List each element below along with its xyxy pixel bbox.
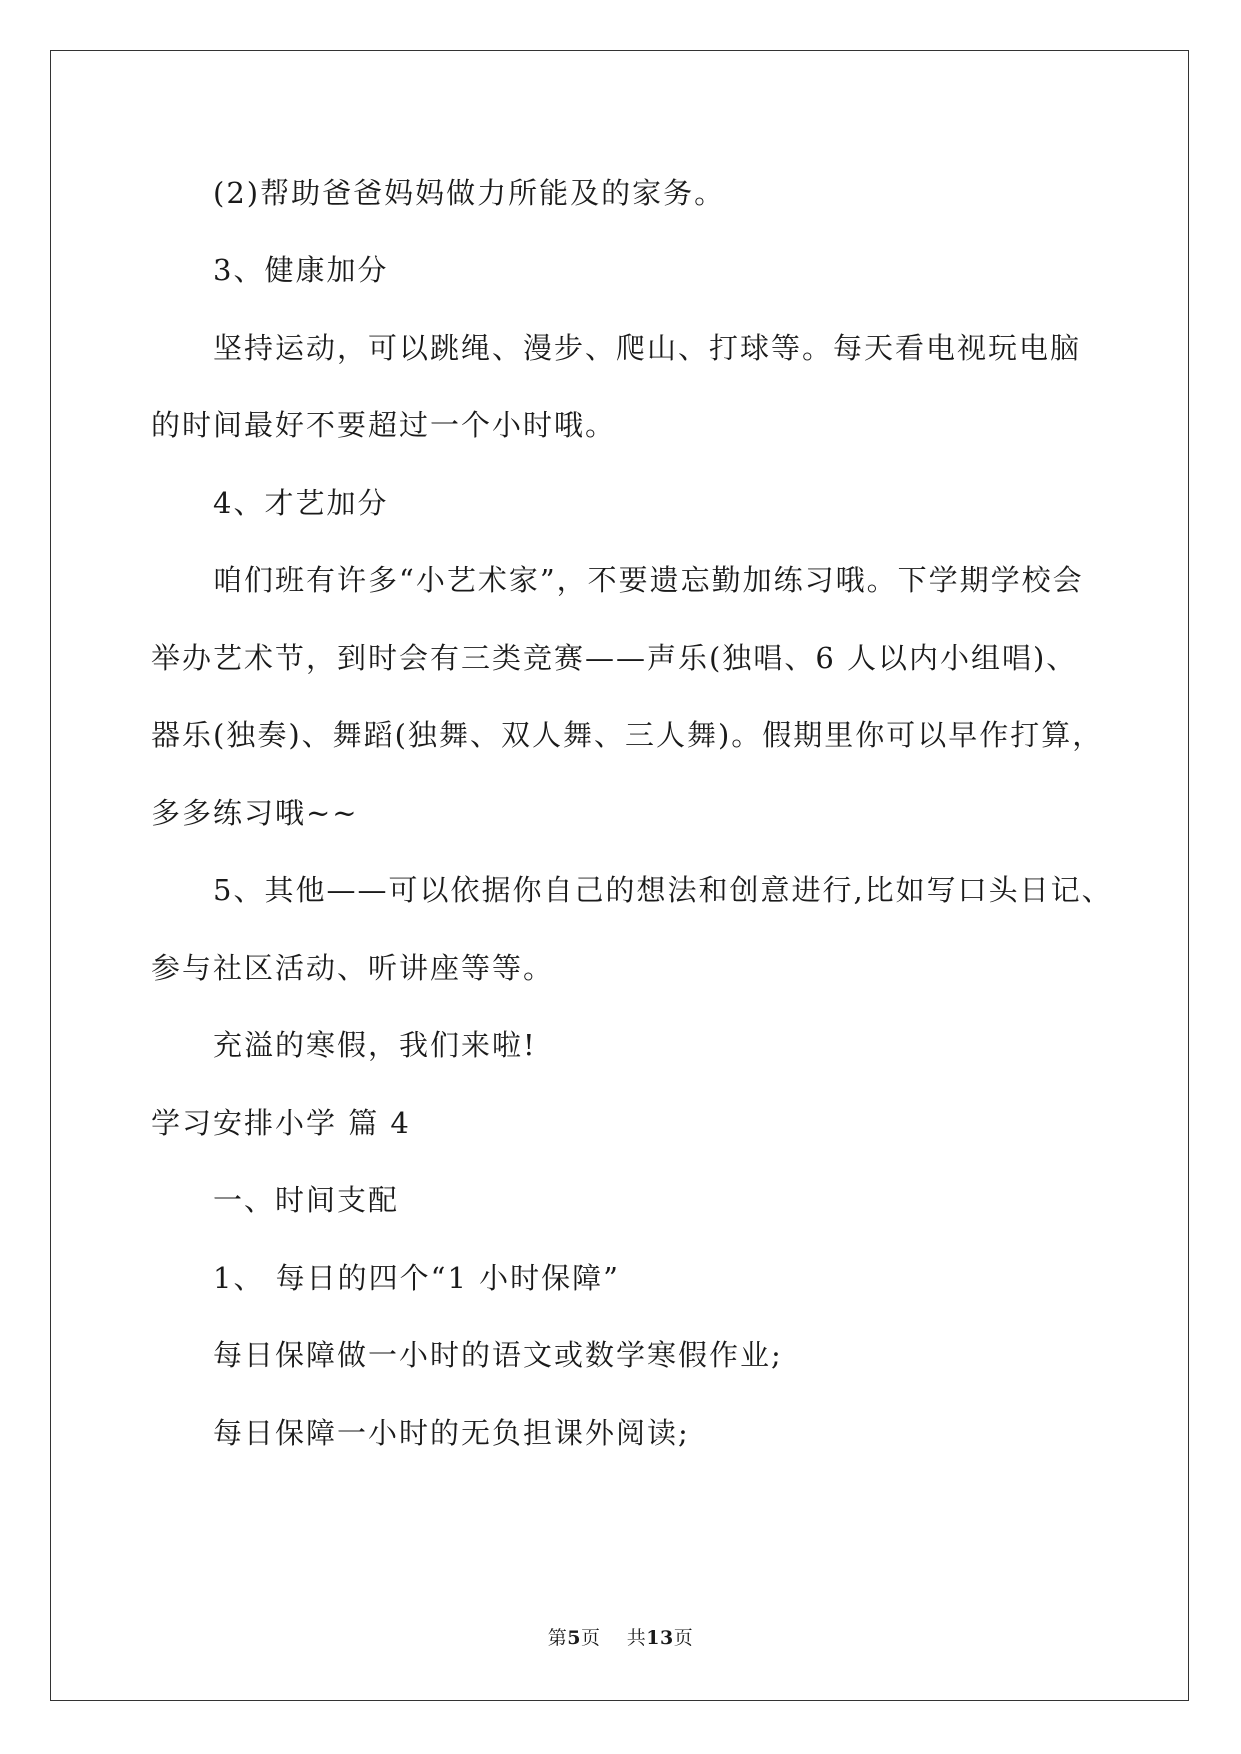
text-line: 每日保障一小时的无负担课外阅读; [213, 1416, 690, 1450]
text-line: (2)帮助爸爸妈妈做力所能及的家务。 [213, 176, 726, 210]
text-line: 5、其他——可以依据你自己的想法和创意进行,比如写口头日记、 [213, 873, 1113, 907]
page-total-count: 13 [646, 1627, 674, 1649]
text-line: 咱们班有许多“小艺术家”，不要遗忘勤加练习哦。下学期学校会 [213, 563, 1084, 597]
text-line: 每日保障做一小时的语文或数学寒假作业; [213, 1338, 783, 1372]
text-line: 坚持运动，可以跳绳、漫步、爬山、打球等。每天看电视玩电脑 [213, 331, 1082, 365]
page-number-suffix: 页 [581, 1627, 601, 1649]
text-line: 的时间最好不要超过一个小时哦。 [151, 408, 617, 442]
section-heading: 4、才艺加分 [213, 486, 389, 520]
article-title: 学习安排小学 篇 4 [151, 1106, 411, 1140]
text-line: 参与社区活动、听讲座等等。 [151, 951, 555, 985]
text-line: 器乐(独奏)、舞蹈(独舞、双人舞、三人舞)。假期里你可以早作打算， [151, 718, 1104, 752]
page-number-prefix: 第 [547, 1627, 568, 1649]
text-line: 举办艺术节，到时会有三类竞赛——声乐(独唱、6 人以内小组唱)、 [151, 641, 1078, 675]
section-heading: 一、时间支配 [213, 1183, 400, 1217]
text-line: 多多练习哦~~ [151, 796, 359, 830]
page-total-suffix: 页 [673, 1627, 694, 1649]
text-line: 充溢的寒假，我们来啦! [213, 1028, 537, 1062]
page-total-prefix: 共 [626, 1627, 647, 1649]
page-footer [0, 1626, 1241, 1650]
page-number-current: 5 [567, 1627, 582, 1649]
section-heading: 3、健康加分 [213, 253, 389, 287]
section-heading: 1、 每日的四个“1 小时保障” [213, 1261, 620, 1295]
